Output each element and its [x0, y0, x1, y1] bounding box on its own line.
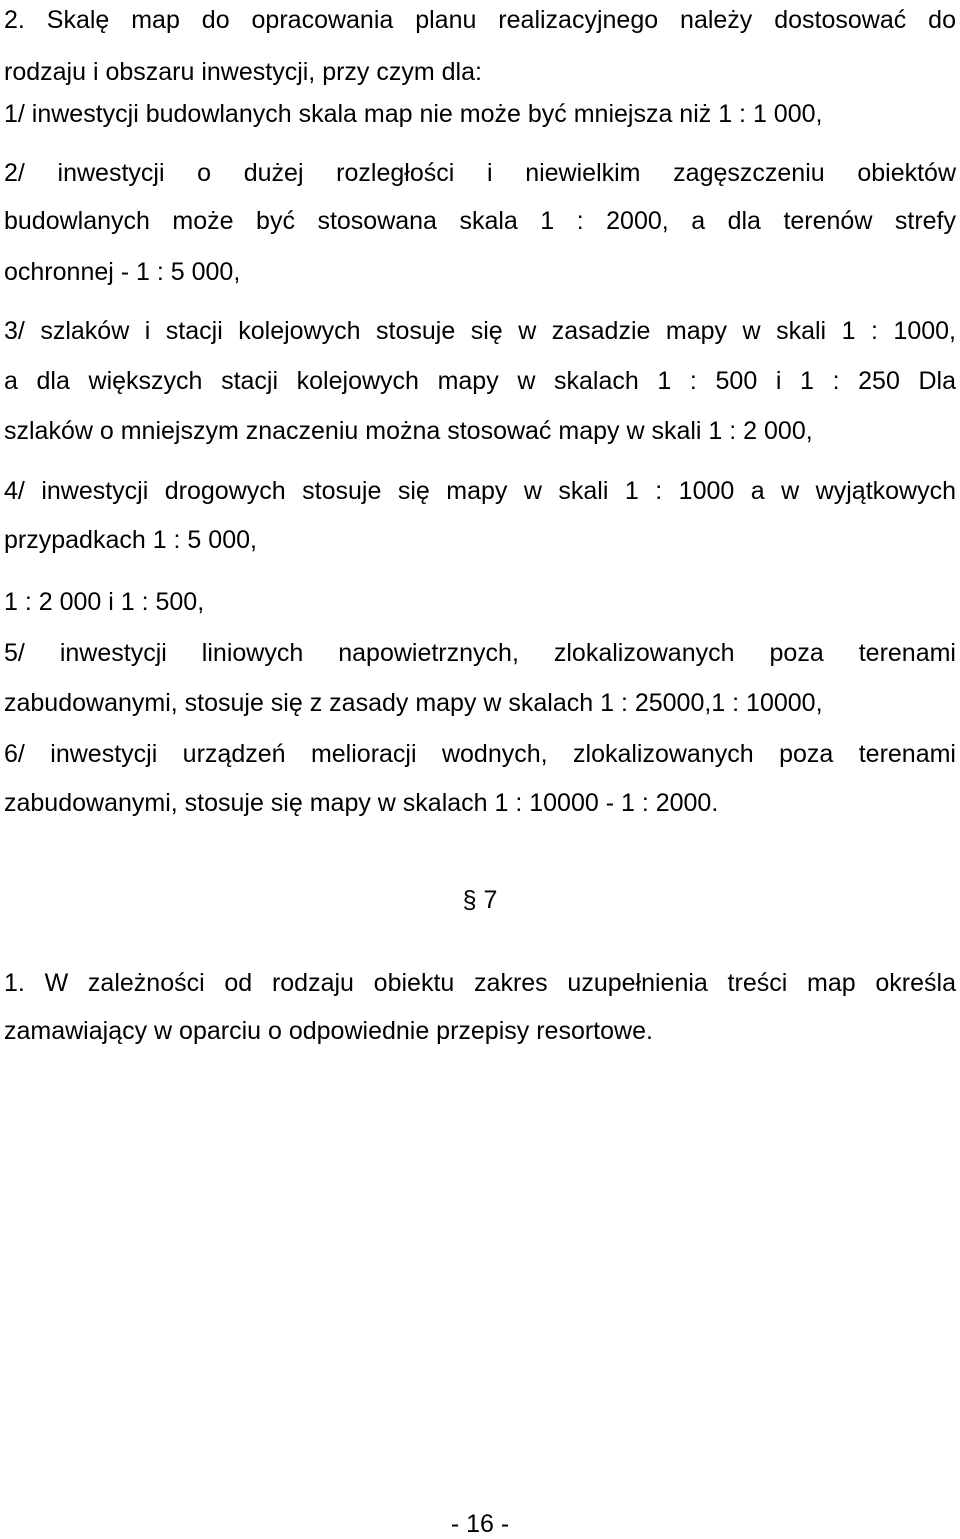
text-line: 1 : 2 000 i 1 : 500,: [4, 588, 205, 616]
text-line: budowlanych może być stosowana skala 1 : 2000, a dla terenów strefy: [4, 207, 956, 235]
text-line: 6/ inwestycji urządzeń melioracji wodnych, zlokalizowanych poza terenami: [4, 740, 956, 768]
text-line: 5/ inwestycji liniowych napowietrznych, zlokalizowanych poza terenami: [4, 639, 956, 667]
text-line: ochronnej - 1 : 5 000,: [4, 258, 241, 286]
text-line: 1/ inwestycji budowlanych skala map nie może być mniejsza niż 1 : 1 000,: [4, 100, 823, 128]
text-line: 4/ inwestycji drogowych stosuje się mapy w skali 1 : 1000 a w wyjątkowych: [4, 477, 956, 505]
text-line: 1. W zależności od rodzaju obiektu zakres uzupełnienia treści map określa: [4, 969, 956, 997]
section-heading: § 7: [462, 886, 498, 914]
text-line: szlaków o mniejszym znaczeniu można stosować mapy w skali 1 : 2 000,: [4, 417, 813, 445]
text-line: a dla większych stacji kolejowych mapy w skalach 1 : 500 i 1 : 250 Dla: [4, 367, 956, 395]
page-number: - 16 -: [450, 1510, 510, 1538]
text-line: 3/ szlaków i stacji kolejowych stosuje się w zasadzie mapy w skali 1 : 1000,: [4, 317, 956, 345]
text-line: 2/ inwestycji o dużej rozległości i niewielkim zagęszczeniu obiektów: [4, 159, 956, 187]
text-line: zamawiający w oparciu o odpowiednie przepisy resortowe.: [4, 1017, 653, 1045]
text-line: 2. Skalę map do opracowania planu realizacyjnego należy dostosować do: [4, 6, 956, 34]
text-line: rodzaju i obszaru inwestycji, przy czym dla:: [4, 58, 482, 86]
text-line: zabudowanymi, stosuje się z zasady mapy w skalach 1 : 25000,1 : 10000,: [4, 689, 823, 717]
text-line: przypadkach 1 : 5 000,: [4, 526, 257, 554]
text-line: zabudowanymi, stosuje się mapy w skalach 1 : 10000 - 1 : 2000.: [4, 789, 719, 817]
